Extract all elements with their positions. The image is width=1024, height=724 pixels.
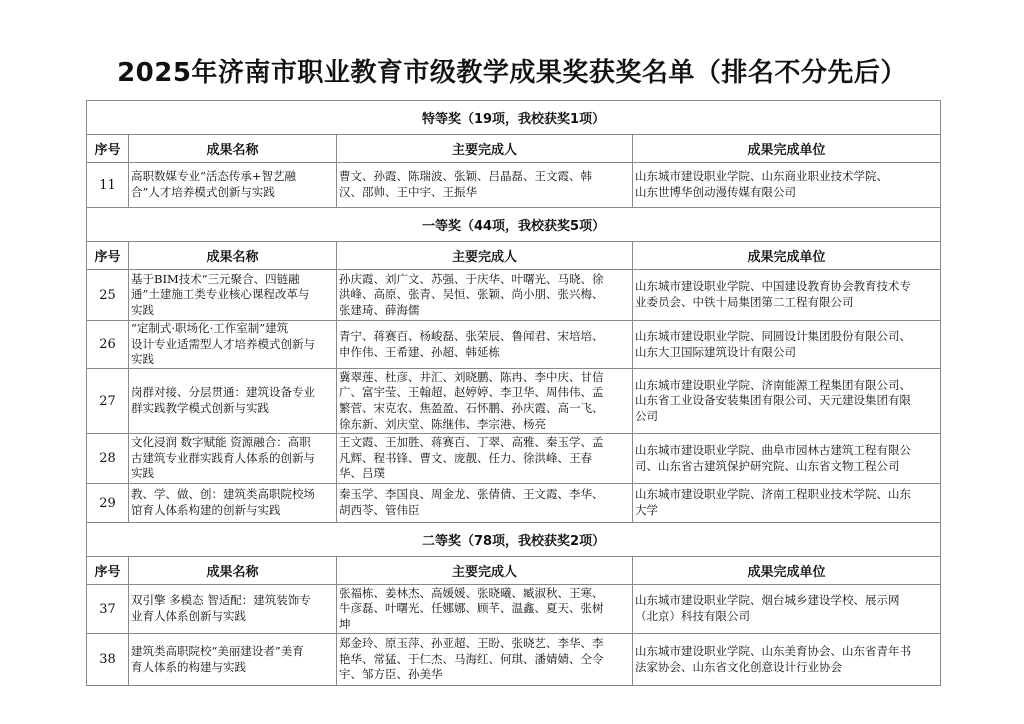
- table-row: [87, 270, 941, 321]
- row-number: 11: [87, 163, 129, 208]
- achievement-name-line: “定制式·职场化·工作室制”建筑: [131, 321, 289, 336]
- main-contributors: [337, 585, 633, 634]
- row-number: 26: [87, 321, 129, 369]
- col-header-name: 成果名称: [129, 242, 337, 270]
- award-section-heading-row: [87, 523, 941, 557]
- achievement-name-line: 业育人体系创新与实践: [131, 609, 246, 623]
- completing-units-line: （北京）科技有限公司: [635, 609, 750, 623]
- achievement-name-line: 群实践教学模式创新与实践: [131, 401, 269, 415]
- completing-units-line: 山东城市建设职业学院、中国建设教育协会教育技术专: [635, 279, 911, 294]
- page-title: 2025年济南市职业教育市级教学成果奖获奖名单（排名不分先后）: [117, 58, 907, 88]
- achievement-name: [129, 163, 337, 208]
- achievement-name: [129, 634, 337, 686]
- award-section-heading: 特等奖（19项，我校获奖1项）: [87, 101, 941, 135]
- table-row: [87, 434, 941, 484]
- table-row: [87, 585, 941, 634]
- awards-table: [86, 100, 941, 686]
- main-contributors-line: 张福栋、姜林杰、高媛媛、张晓曦、臧淑秋、王寒、: [339, 585, 604, 600]
- completing-units-line: 山东省工业设备安装集团有限公司、天元建设集团有限: [635, 393, 911, 408]
- completing-units: [633, 434, 941, 484]
- main-contributors-line: 洪峰、高原、张青、吴恒、张颖、尚小朋、张兴梅、: [339, 287, 604, 302]
- completing-units-line: 山东大卫国际建筑设计有限公司: [635, 344, 796, 359]
- main-contributors: [337, 434, 633, 484]
- achievement-name-line: 育人体系的构建与实践: [131, 659, 246, 674]
- completing-units-line: 山东城市建设职业学院、同圆设计集团股份有限公司、: [635, 328, 911, 343]
- completing-units-line: 法家协会、山东省文化创意设计行业协会: [635, 659, 842, 674]
- achievement-name: [129, 484, 337, 523]
- column-header-row: [87, 557, 941, 585]
- achievement-name-line: 馆育人体系构建的创新与实践: [131, 503, 281, 517]
- achievement-name-line: 实践: [131, 466, 154, 481]
- completing-units: [633, 484, 941, 523]
- main-contributors: [337, 484, 633, 523]
- completing-units-line: 司、山东省古建筑保护研究院、山东省文物工程公司: [635, 458, 900, 473]
- main-contributors: [337, 634, 633, 686]
- main-contributors-line: 王文霞、王加胜、蒋赛百、丁翠、高雅、秦玉学、孟: [339, 435, 604, 450]
- col-header-persons: 主要完成人: [337, 242, 633, 270]
- completing-units-line: 业委员会、中铁十局集团第二工程有限公司: [635, 295, 854, 309]
- main-contributors: [337, 369, 633, 434]
- achievement-name-line: 古建筑专业群实践育人体系的创新与: [131, 450, 315, 465]
- main-contributors-line: 繁菅、宋克农、焦盈盈、石怀鹏、孙庆霞、高一飞、: [339, 401, 604, 415]
- achievement-name-line: 岗群对接、分层贯通：建筑设备专业: [131, 385, 315, 400]
- award-section-heading: 一等奖（44项，我校获奖5项）: [87, 208, 941, 242]
- table-row: [87, 484, 941, 523]
- achievement-name-line: 基于BIM技术“三元聚合、四链融: [131, 271, 300, 286]
- achievement-name-line: 文化浸润 数字赋能 资源融合：高职: [131, 435, 311, 450]
- achievement-name-line: 教、学、做、创：建筑类高职院校场: [131, 487, 315, 502]
- achievement-name: [129, 434, 337, 484]
- table-row: [87, 369, 941, 434]
- col-header-no: 序号: [87, 242, 129, 270]
- row-number: 27: [87, 369, 129, 434]
- main-contributors-line: 牛彦磊、叶曙光、任娜娜、顾芊、温鑫、夏天、张树: [339, 601, 604, 616]
- row-number: 38: [87, 634, 129, 686]
- award-section-heading-row: [87, 208, 941, 242]
- completing-units-line: 山东城市建设职业学院、济南工程职业技术学院、山东: [635, 487, 911, 502]
- col-header-units: 成果完成单位: [633, 557, 941, 585]
- main-contributors-line: 华、吕璞: [339, 466, 385, 481]
- col-header-persons: 主要完成人: [337, 557, 633, 585]
- completing-units-line: 山东世博华创动漫传媒有限公司: [635, 185, 796, 199]
- main-contributors-line: 申作伟、王希建、孙超、韩延栋: [339, 344, 500, 359]
- col-header-no: 序号: [87, 135, 129, 163]
- completing-units: [633, 163, 941, 208]
- award-section-heading: 二等奖（78项，我校获奖2项）: [87, 523, 941, 557]
- main-contributors-line: 宇、邹方臣、孙美华: [339, 667, 443, 682]
- table-row: [87, 634, 941, 686]
- achievement-name: [129, 321, 337, 369]
- table-row: [87, 163, 941, 208]
- main-contributors: [337, 270, 633, 321]
- main-contributors-line: 坤: [339, 616, 351, 631]
- completing-units: [633, 270, 941, 321]
- completing-units-line: 山东城市建设职业学院、曲阜市园林古建筑工程有限公: [635, 442, 911, 457]
- completing-units-line: 公司: [635, 408, 658, 423]
- achievement-name-line: 设计专业适需型人才培养模式创新与: [131, 336, 315, 351]
- main-contributors-line: 广、富宇莹、王翰超、赵婷婷、李卫华、周伟伟、孟: [339, 385, 604, 400]
- award-section-heading-row: [87, 101, 941, 135]
- main-contributors-line: 汉、邵帅、王中宇、王振华: [339, 185, 477, 199]
- col-header-units: 成果完成单位: [633, 242, 941, 270]
- achievement-name: [129, 585, 337, 634]
- col-header-persons: 主要完成人: [337, 135, 633, 163]
- completing-units: [633, 634, 941, 686]
- col-header-name: 成果名称: [129, 557, 337, 585]
- col-header-name: 成果名称: [129, 135, 337, 163]
- achievement-name-line: 建筑类高职院校“美丽建设者”美育: [131, 643, 304, 658]
- achievement-name: [129, 270, 337, 321]
- main-contributors-line: 胡西苓、管伟臣: [339, 503, 420, 517]
- main-contributors-line: 郑金玲、原玉萍、孙亚超、王盼、张晓艺、李华、李: [339, 636, 604, 651]
- col-header-no: 序号: [87, 557, 129, 585]
- main-contributors-line: 秦玉学、李国良、周金龙、张倩倩、王文霞、李华、: [339, 487, 604, 502]
- main-contributors-line: 徐东新、刘庆堂、陈继伟、李宗港、杨亮: [339, 416, 546, 431]
- main-contributors-line: 孙庆霞、刘广文、苏强、于庆华、叶曙光、马晓、徐: [339, 271, 604, 286]
- achievement-name-line: 实践: [131, 352, 154, 367]
- row-number: 25: [87, 270, 129, 321]
- row-number: 28: [87, 434, 129, 484]
- main-contributors-line: 艳华、常猛、于仁杰、马海红、何琪、潘婧婧、仝令: [339, 651, 604, 666]
- table-row: [87, 321, 941, 369]
- completing-units: [633, 369, 941, 434]
- completing-units-line: 山东城市建设职业学院、山东商业职业技术学院、: [635, 169, 888, 184]
- achievement-name-line: 双引擎 多模态 智适配：建筑装饰专: [131, 593, 311, 608]
- main-contributors-line: 张建琦、薛海儒: [339, 302, 420, 317]
- achievement-name-line: 合”人才培养模式创新与实践: [131, 185, 275, 199]
- col-header-units: 成果完成单位: [633, 135, 941, 163]
- completing-units-line: 山东城市建设职业学院、山东美育协会、山东省青年书: [635, 643, 911, 658]
- main-contributors-line: 曹文、孙霞、陈瑞波、张颖、吕晶磊、王文霞、韩: [339, 169, 592, 184]
- achievement-name: [129, 369, 337, 434]
- main-contributors-line: 凡辉、程书锋、曹文、庞靓、任力、徐洪峰、王春: [339, 450, 592, 465]
- achievement-name-line: 通”土建施工类专业核心课程改革与: [131, 287, 310, 302]
- completing-units-line: 山东城市建设职业学院、济南能源工程集团有限公司、: [635, 377, 911, 392]
- row-number: 29: [87, 484, 129, 523]
- main-contributors: [337, 163, 633, 208]
- completing-units-line: 山东城市建设职业学院、烟台城乡建设学校、展示网: [635, 593, 900, 608]
- completing-units-line: 大学: [635, 503, 658, 517]
- achievement-name-line: 实践: [131, 302, 154, 317]
- main-contributors-line: 青宁、蒋赛百、杨峻磊、张荣辰、鲁闻君、宋培培、: [339, 328, 604, 343]
- main-contributors: [337, 321, 633, 369]
- completing-units: [633, 585, 941, 634]
- completing-units: [633, 321, 941, 369]
- achievement-name-line: 高职数媒专业“活态传承+智艺融: [131, 169, 297, 184]
- column-header-row: [87, 135, 941, 163]
- row-number: 37: [87, 585, 129, 634]
- main-contributors-line: 冀翠莲、杜彦、井汇、刘晓鹏、陈冉、李中庆、甘信: [339, 369, 604, 384]
- column-header-row: [87, 242, 941, 270]
